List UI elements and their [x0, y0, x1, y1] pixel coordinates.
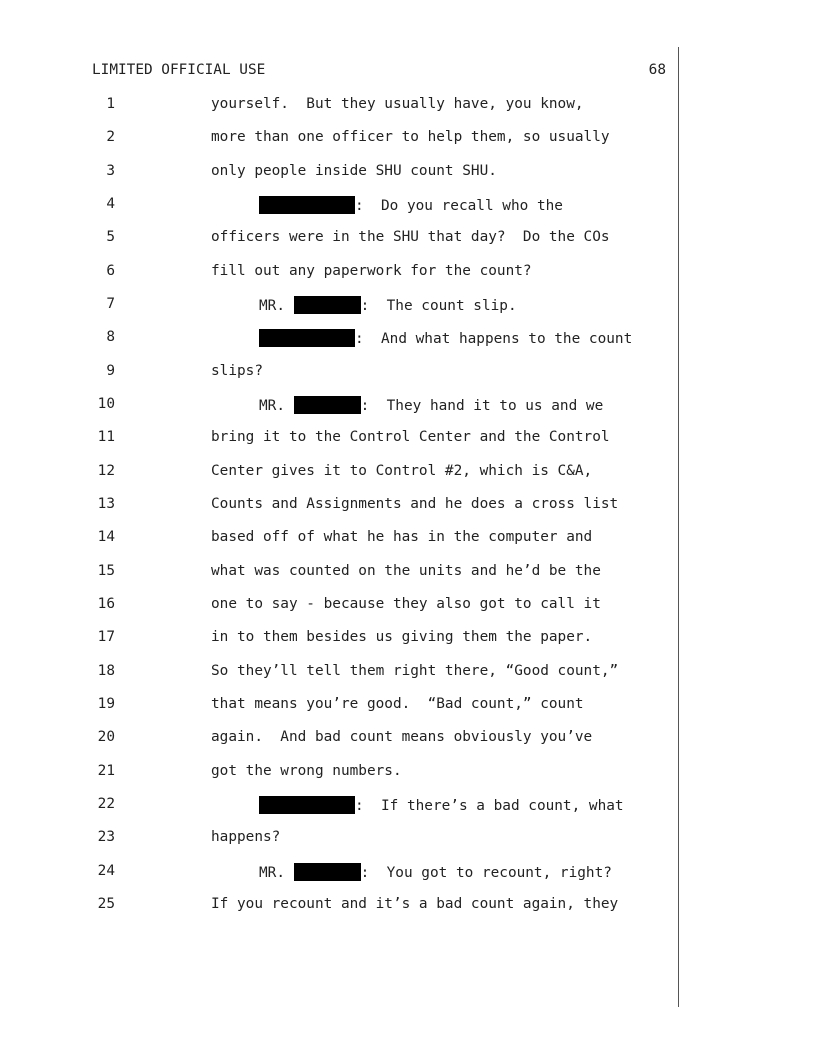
speaker-line [211, 863, 612, 881]
transcript-line [0, 863, 680, 883]
transcript-line [0, 729, 680, 749]
line-number: 20 [97, 729, 115, 745]
transcript-line [0, 663, 680, 683]
transcript-line [0, 329, 680, 349]
line-text: If you recount and it’s a bad count again, they [211, 896, 619, 912]
line-text: : You got to recount, right? [360, 865, 612, 881]
transcript-line [0, 296, 680, 316]
speaker-line [211, 296, 517, 314]
line-number: 3 [106, 163, 115, 179]
line-number: 14 [97, 529, 115, 545]
redaction-box [294, 863, 361, 881]
line-text: Center gives it to Control #2, which is C&A, [211, 463, 593, 479]
line-number: 12 [97, 463, 115, 479]
line-text: what was counted on the units and he’d be the [211, 563, 601, 579]
line-number: 23 [97, 829, 115, 845]
speaker-prefix: MR. [259, 398, 294, 414]
line-text: : Do you recall who the [355, 198, 563, 214]
line-number: 19 [97, 696, 115, 712]
line-text: : If there’s a bad count, what [355, 798, 624, 814]
speaker-line [211, 396, 603, 414]
line-text: again. And bad count means obviously you’ve [211, 729, 593, 745]
line-number: 16 [97, 596, 115, 612]
transcript-line [0, 496, 680, 516]
speaker-prefix: MR. [259, 865, 294, 881]
line-text: only people inside SHU count SHU. [211, 163, 497, 179]
line-number: 22 [97, 796, 115, 812]
transcript-line [0, 96, 680, 116]
line-number: 21 [97, 763, 115, 779]
line-number: 4 [106, 196, 115, 212]
speaker-line [211, 329, 632, 347]
redaction-box [294, 296, 361, 314]
line-number: 2 [106, 129, 115, 145]
line-text: more than one officer to help them, so usually [211, 129, 610, 145]
line-number: 24 [97, 863, 115, 879]
line-number: 7 [106, 296, 115, 312]
line-number: 5 [106, 229, 115, 245]
transcript-line [0, 129, 680, 149]
speaker-line [211, 796, 624, 814]
redaction-box [259, 796, 355, 814]
transcript-line [0, 796, 680, 816]
speaker-line [211, 196, 563, 214]
transcript-line [0, 263, 680, 283]
page-number: 68 [648, 62, 666, 78]
line-number: 6 [106, 263, 115, 279]
line-number: 1 [106, 96, 115, 112]
line-text: in to them besides us giving them the paper. [211, 629, 593, 645]
transcript-line [0, 529, 680, 549]
transcript-line [0, 596, 680, 616]
redaction-box [259, 196, 355, 214]
line-number: 13 [97, 496, 115, 512]
line-text: fill out any paperwork for the count? [211, 263, 532, 279]
transcript-line [0, 229, 680, 249]
line-text: that means you’re good. “Bad count,” count [211, 696, 584, 712]
transcript-line [0, 429, 680, 449]
line-number: 11 [97, 429, 115, 445]
transcript-line [0, 463, 680, 483]
line-text: slips? [211, 363, 263, 379]
transcript-line [0, 163, 680, 183]
line-text: So they’ll tell them right there, “Good count,” [211, 663, 619, 679]
line-number: 10 [97, 396, 115, 412]
line-number: 18 [97, 663, 115, 679]
line-text: : And what happens to the count [355, 331, 633, 347]
transcript-line [0, 396, 680, 416]
transcript-line [0, 363, 680, 383]
transcript-line [0, 196, 680, 216]
transcript-line [0, 763, 680, 783]
line-text: : They hand it to us and we [360, 398, 604, 414]
redaction-box [259, 329, 355, 347]
speaker-prefix: MR. [259, 298, 294, 314]
line-number: 8 [106, 329, 115, 345]
line-text: bring it to the Control Center and the Control [211, 429, 610, 445]
line-text: based off of what he has in the computer and [211, 529, 593, 545]
line-text: officers were in the SHU that day? Do the COs [211, 229, 610, 245]
line-number: 17 [97, 629, 115, 645]
line-number: 25 [97, 896, 115, 912]
line-text: one to say - because they also got to call it [211, 596, 601, 612]
transcript-line [0, 563, 680, 583]
header-classification: LIMITED OFFICIAL USE [92, 62, 266, 78]
line-number: 9 [106, 363, 115, 379]
transcript-line [0, 896, 680, 916]
line-text: happens? [211, 829, 281, 845]
line-text: : The count slip. [360, 298, 517, 314]
redaction-box [294, 396, 361, 414]
line-text: Counts and Assignments and he does a cross list [211, 496, 619, 512]
line-text: yourself. But they usually have, you know, [211, 96, 584, 112]
line-text: got the wrong numbers. [211, 763, 402, 779]
transcript-line [0, 829, 680, 849]
line-number: 15 [97, 563, 115, 579]
transcript-line [0, 696, 680, 716]
transcript-line [0, 629, 680, 649]
